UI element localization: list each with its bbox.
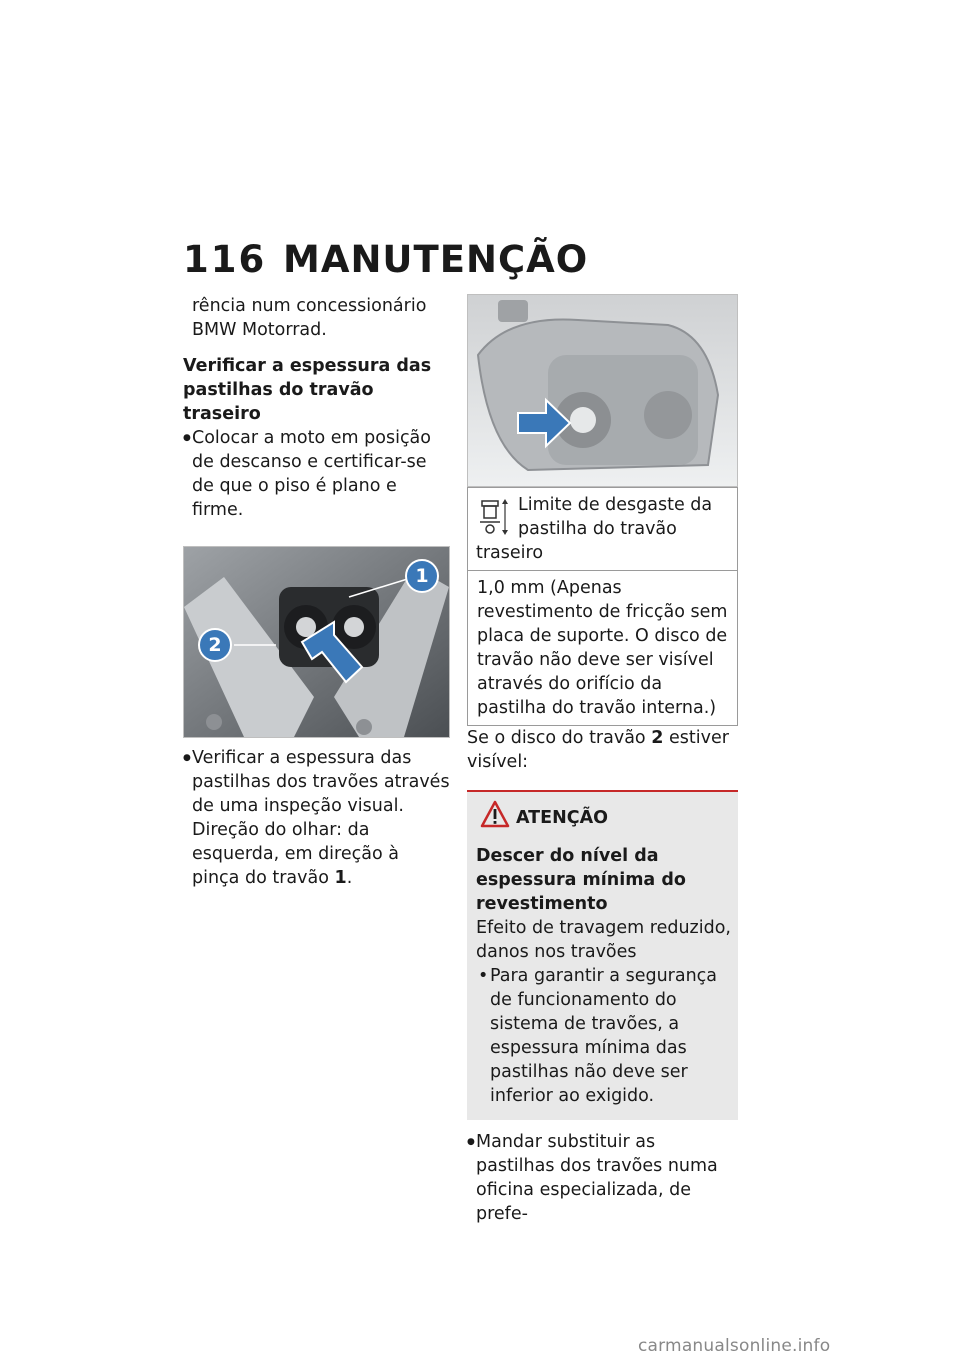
section-heading: Verificar a espessura das pastilhas do travão traseiro [183, 356, 432, 424]
spec-label: Limite de desgaste da pastilha do travão traseiro [476, 495, 713, 563]
left-column [183, 294, 451, 890]
condition-text: Se o disco do travão 2 estiver visível: [467, 728, 729, 772]
reference-2: 2 [651, 728, 664, 748]
watermark: carmanualsonline.info [638, 1336, 831, 1356]
spec-label-row [468, 488, 737, 570]
right-column [467, 294, 739, 1226]
continued-text: rência num concessionário BMW Motorrad. [192, 296, 427, 340]
warning-action: • Para garantir a segurança de funcionamento do sistema de travões, a espessura mínima das pastilhas não deve ser inferior ao exigido. [476, 964, 738, 1108]
warning-triangle-icon [480, 800, 510, 828]
pad-illustration [468, 295, 737, 486]
reference-1: 1 [334, 868, 347, 888]
rear-brake-caliper-image [183, 546, 450, 738]
warning-box [467, 790, 738, 1120]
brake-pad-wear-icon [476, 493, 510, 537]
warning-heading: Descer do nível da espessura mínima do revestimento [476, 846, 686, 914]
callout-1: 1 [405, 559, 439, 593]
brake-pad-closeup-image [467, 294, 738, 487]
page-title: MANUTENÇÃO [283, 238, 589, 281]
spec-value-row: 1,0 mm (Apenas revestimento de fricção sem placa de suporte. O disco de travão não deve ser visível através do orifício da pastilha do travão interna.) [468, 570, 737, 725]
list-item: ● Verificar a espessura das pastilhas dos travões através de uma inspeção visual. Direção do olhar: da esquerda, em direção à pinça do travão 1. [183, 746, 451, 890]
spec-table [467, 487, 738, 726]
list-item: ● Colocar a moto em posição de descanso e certificar-se de que o piso é plano e firme. [183, 426, 451, 522]
warning-title: ATENÇÃO [516, 806, 738, 830]
callout-2: 2 [198, 628, 232, 662]
list-item: ● Mandar substituir as pastilhas dos travões numa oficina especializada, de prefe- [467, 1130, 739, 1226]
page-number: 116 [183, 238, 267, 281]
warning-consequence: Efeito de travagem reduzido, danos nos travões [476, 918, 731, 962]
